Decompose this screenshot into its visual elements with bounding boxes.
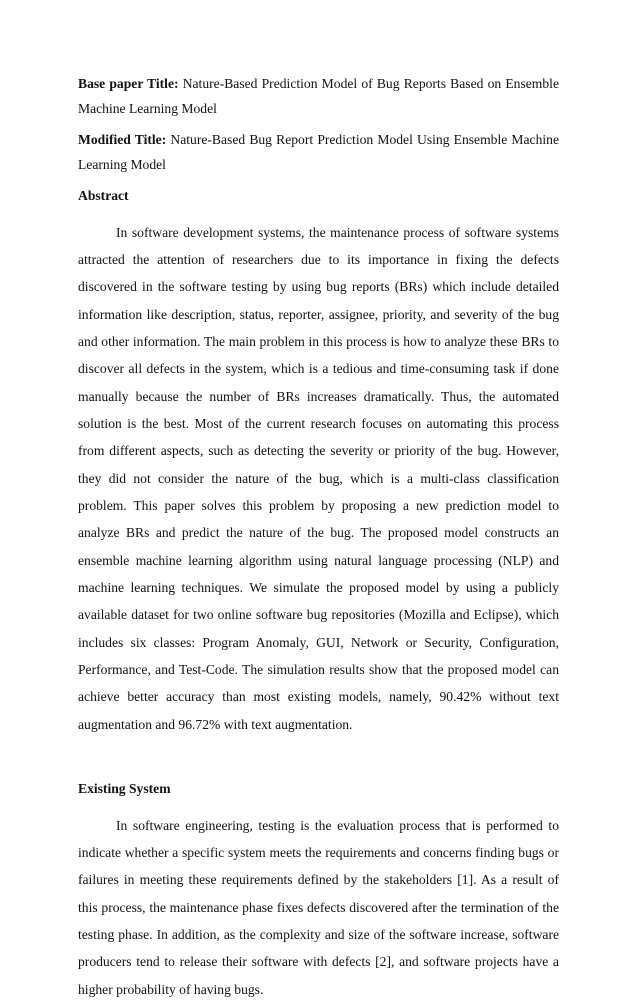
base-paper-title-text: Nature-Based Prediction Model of Bug Reports Based on Ensemble Machine Learning Model bbox=[78, 76, 559, 116]
page-content bbox=[78, 72, 559, 1003]
modified-title-text: Nature-Based Bug Report Prediction Model Using Ensemble Machine Learning Model bbox=[78, 132, 559, 172]
base-paper-title-label: Base paper Title: bbox=[78, 76, 179, 91]
abstract-body: In software development systems, the maintenance process of software systems attracted the attention of researchers due to its importance in fixing the defects discovered in the software testing by using bug reports (BRs) which include detailed information like description, status, reporter, assignee, priority, and severity of the bug and other information. The main problem in this process is how to analyze these BRs to discover all defects in the system, which is a tedious and time-consuming task if done manually because the number of BRs increases dramatically. Thus, the automated solution is the best. Most of the current research focuses on automating this process from different aspects, such as detecting the severity or priority of the bug. However, they did not consider the nature of the bug, which is a multi-class classification problem. This paper solves this problem by proposing a new prediction model to analyze BRs and predict the nature of the bug. The proposed model constructs an ensemble machine learning algorithm using natural language processing (NLP) and machine learning techniques. We simulate the proposed model by using a publicly available dataset for two online software bug repositories (Mozilla and Eclipse), which includes six classes: Program Anomaly, GUI, Network or Security, Configuration, Performance, and Test-Code. The simulation results show that the proposed model can achieve better accuracy than most existing models, namely, 90.42% without text augmentation and 96.72% with text augmentation. bbox=[78, 224, 559, 732]
base-paper-title bbox=[78, 72, 559, 121]
abstract-heading: Abstract bbox=[78, 188, 129, 203]
modified-title bbox=[78, 128, 559, 177]
existing-system-heading: Existing System bbox=[78, 781, 171, 797]
modified-title-label: Modified Title: bbox=[78, 132, 167, 147]
existing-system-body: In software engineering, testing is the evaluation process that is performed to indicate whether a specific system meets the requirements and concerns finding bugs or failures in meeting these requirements defined by the stakeholders [1]. As a result of this process, the maintenance phase fixes defects discovered after the termination of the testing phase. In addition, as the complexity and size of the software increase, software producers tend to release their software with defects [2], and software projects have a higher probability of having bugs. bbox=[78, 817, 559, 997]
